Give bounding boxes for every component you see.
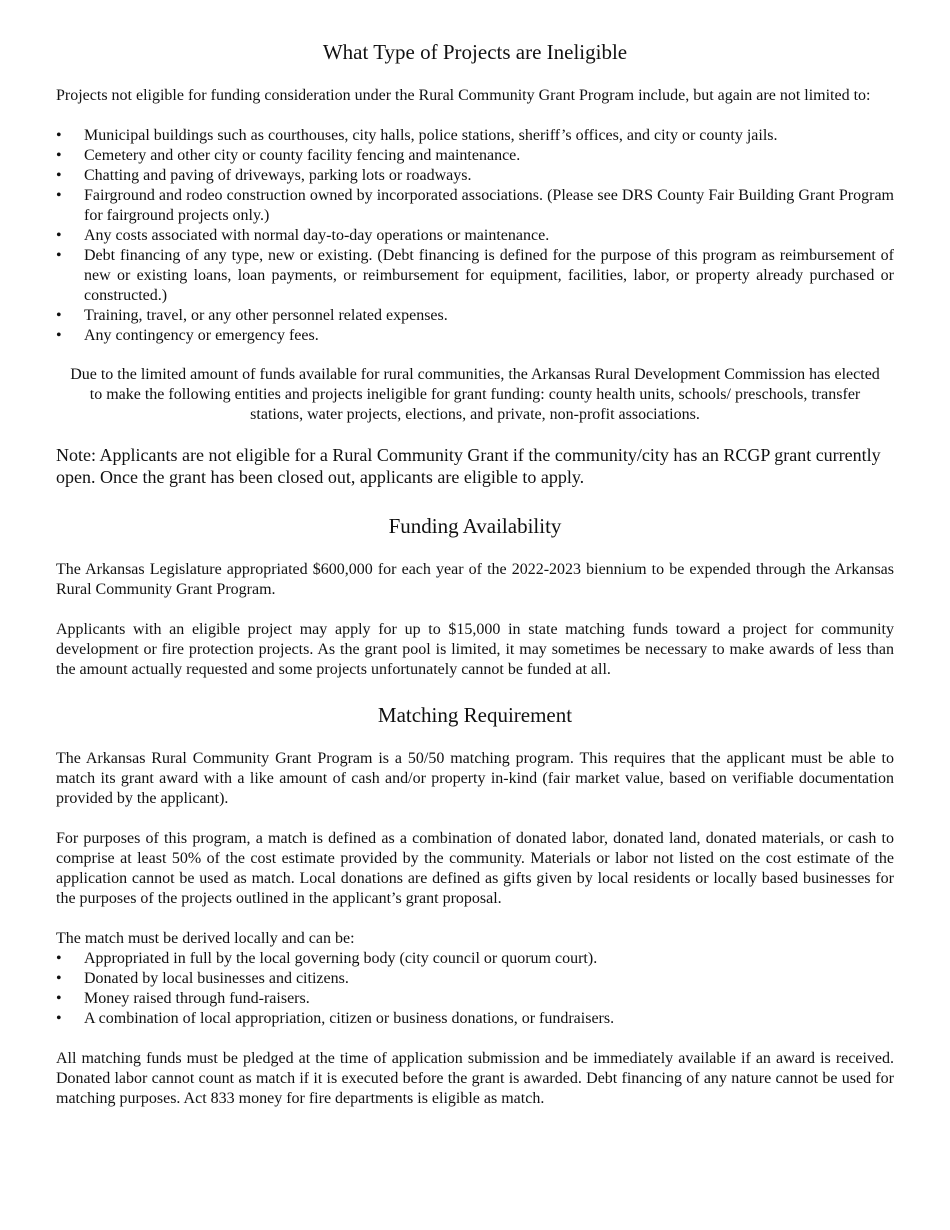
matching-paragraph: The Arkansas Rural Community Grant Program is a 50/50 matching program. This requires that the applicant must be able to match its grant award with a like amount of cash and/or property in-kind (fair market value, based on verifiable documentation provided by the applicant).: [56, 750, 894, 807]
section-title-ineligible: What Type of Projects are Ineligible: [322, 40, 628, 64]
ineligible-entities-paragraph: Due to the limited amount of funds available for rural communities, the Arkansas Rural Development Commission has elected to make the following entities and projects ineligible for grant funding: county health units, schools/ preschools, transfer stations, water projects, elections, and private, non-profit associations.: [70, 366, 880, 423]
bullet-icon: •: [56, 1010, 62, 1027]
list-item: • A combination of local appropriation, citizen or business donations, or fundraisers.: [56, 1010, 615, 1027]
rcgp-note: Note: Applicants are not eligible for a Rural Community Grant if the community/city has an RCGP grant currently open. Once the grant has been closed out, applicants are eligible to apply.: [56, 445, 881, 487]
list-item: • Donated by local businesses and citizens.: [56, 970, 349, 987]
funding-paragraph: The Arkansas Legislature appropriated $600,000 for each year of the 2022-2023 biennium to be expended through the Arkansas Rural Community Grant Program.: [56, 561, 894, 598]
list-item: • Municipal buildings such as courthouses, city halls, police stations, sheriff’s offices, and city or county jails.: [56, 127, 778, 144]
list-item: • Training, travel, or any other personnel related expenses.: [56, 307, 448, 324]
bullet-icon: •: [56, 990, 62, 1007]
bullet-icon: •: [56, 307, 62, 324]
list-item: • Debt financing of any type, new or existing. (Debt financing is defined for the purpose of this program as reimbursement of new or existing loans, loan payments, or reimbursement for equipment, facilities, labor, or property already purchased or constructed.): [56, 247, 894, 304]
list-item: • Appropriated in full by the local governing body (city council or quorum court).: [56, 950, 598, 967]
bullet-icon: •: [56, 970, 62, 987]
match-sources-list: [56, 949, 894, 1029]
ineligible-intro: Projects not eligible for funding consideration under the Rural Community Grant Program include, but again are not limited to:: [56, 87, 871, 104]
section-title-matching: Matching Requirement: [377, 703, 573, 727]
bullet-icon: •: [56, 227, 62, 244]
bullet-icon: •: [56, 167, 62, 184]
matching-paragraph: For purposes of this program, a match is defined as a combination of donated labor, donated land, donated materials, or cash to comprise at least 50% of the cost estimate provided by the community. Materials or labor not listed on the cost estimate of the application cannot be used as match. Local donations are defined as gifts given by local residents or locally based businesses for the purposes of the projects outlined in the applicant’s grant proposal.: [56, 830, 894, 907]
list-item: • Money raised through fund-raisers.: [56, 990, 310, 1007]
bullet-icon: •: [56, 950, 62, 967]
section-title-funding: Funding Availability: [388, 514, 562, 538]
bullet-icon: •: [56, 127, 62, 144]
document-page: [56, 38, 894, 1109]
funding-paragraph: Applicants with an eligible project may apply for up to $15,000 in state matching funds toward a project for community development or fire protection projects. As the grant pool is limited, it may sometimes be necessary to make awards of less than the amount actually requested and some projects unfortunately cannot be funded at all.: [56, 621, 894, 678]
list-item: • Any costs associated with normal day-to-day operations or maintenance.: [56, 227, 550, 244]
bullet-icon: •: [56, 147, 62, 164]
list-item: • Chatting and paving of driveways, parking lots or roadways.: [56, 167, 472, 184]
list-item: • Any contingency or emergency fees.: [56, 327, 319, 344]
bullet-icon: •: [56, 247, 62, 264]
list-item: • Cemetery and other city or county facility fencing and maintenance.: [56, 147, 521, 164]
list-item: • Fairground and rodeo construction owned by incorporated associations. (Please see DRS County Fair Building Grant Program for fairground projects only.): [56, 187, 894, 224]
matching-closing-paragraph: All matching funds must be pledged at the time of application submission and be immediately available if an award is received. Donated labor cannot count as match if it is executed before the grant is awarded. Debt financing of any nature cannot be used for matching purposes. Act 833 money for fire departments is eligible as match.: [56, 1050, 894, 1107]
ineligible-list: [56, 126, 894, 346]
match-list-intro: The match must be derived locally and can be:: [56, 930, 355, 947]
bullet-icon: •: [56, 327, 62, 344]
bullet-icon: •: [56, 187, 62, 204]
